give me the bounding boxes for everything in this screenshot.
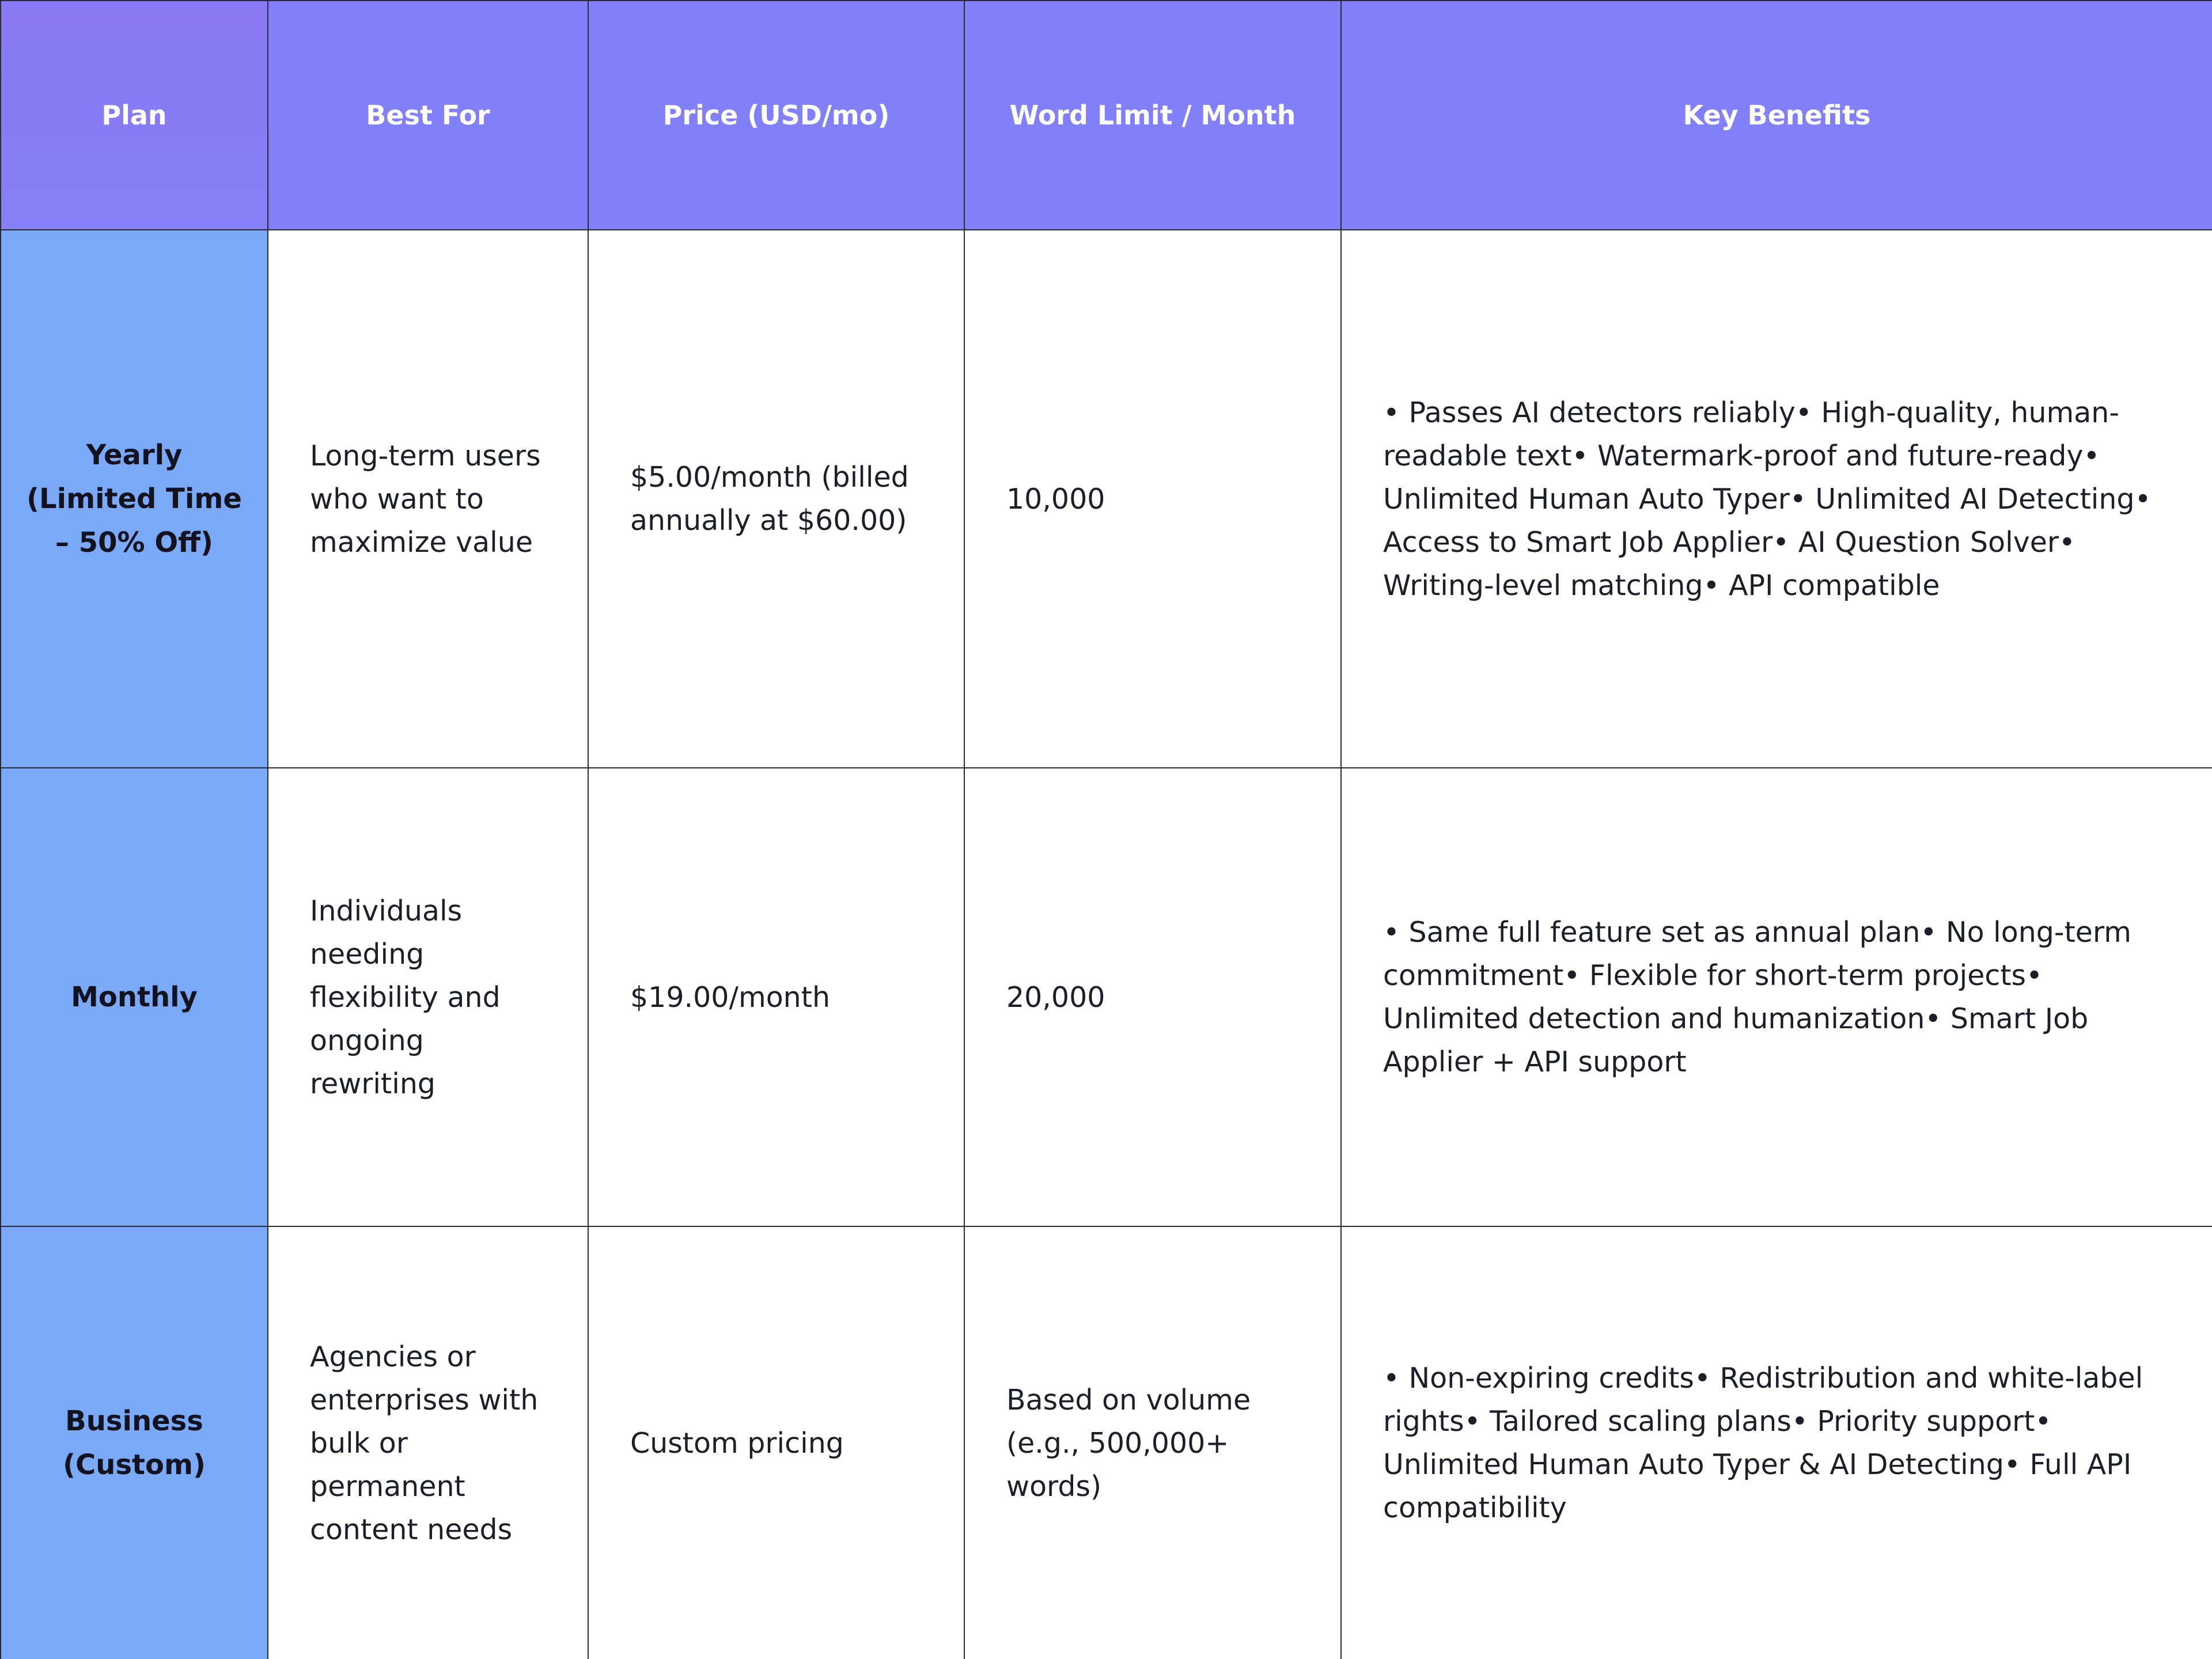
word-limit-cell: 20,000 — [964, 768, 1341, 1226]
table-row — [1, 1226, 2212, 1659]
price-cell: Custom pricing — [588, 1226, 964, 1659]
best-for-cell: Agencies or enterprises with bulk or permanent content needs — [268, 1226, 588, 1659]
plan-name-cell: Business (Custom) — [1, 1226, 268, 1659]
key-benefits-cell: • Same full feature set as annual plan• No long-term commitment• Flexible for short-term projects• Unlimited detection and humanization• Smart Job Applier + API support — [1341, 768, 2212, 1226]
key-benefits-cell: • Passes AI detectors reliably• High-quality, human-readable text• Watermark-proof and future-ready• Unlimited Human Auto Typer• Unlimited AI Detecting• Access to Smart Job Applier• AI Question Solver• Writing-level matching• API compatible — [1341, 230, 2212, 768]
plan-name-cell: Yearly (Limited Time – 50% Off) — [1, 230, 268, 768]
table-row — [1, 768, 2212, 1226]
header-price: Price (USD/mo) — [588, 1, 964, 230]
price-cell: $19.00/month — [588, 768, 964, 1226]
header-key-benefits: Key Benefits — [1341, 1, 2212, 230]
price-cell: $5.00/month (billed annually at $60.00) — [588, 230, 964, 768]
best-for-cell: Individuals needing flexibility and ongoing rewriting — [268, 768, 588, 1226]
key-benefits-cell: • Non-expiring credits• Redistribution and white-label rights• Tailored scaling plans• Priority support• Unlimited Human Auto Typer & AI Detecting• Full API compatibility — [1341, 1226, 2212, 1659]
best-for-cell: Long-term users who want to maximize value — [268, 230, 588, 768]
header-plan: Plan — [1, 1, 268, 230]
word-limit-cell: Based on volume (e.g., 500,000+ words) — [964, 1226, 1341, 1659]
header-word-limit: Word Limit / Month — [964, 1, 1341, 230]
plan-name-cell: Monthly — [1, 768, 268, 1226]
table-row — [1, 230, 2212, 768]
word-limit-cell: 10,000 — [964, 230, 1341, 768]
header-best-for: Best For — [268, 1, 588, 230]
table-header-row — [1, 1, 2212, 230]
